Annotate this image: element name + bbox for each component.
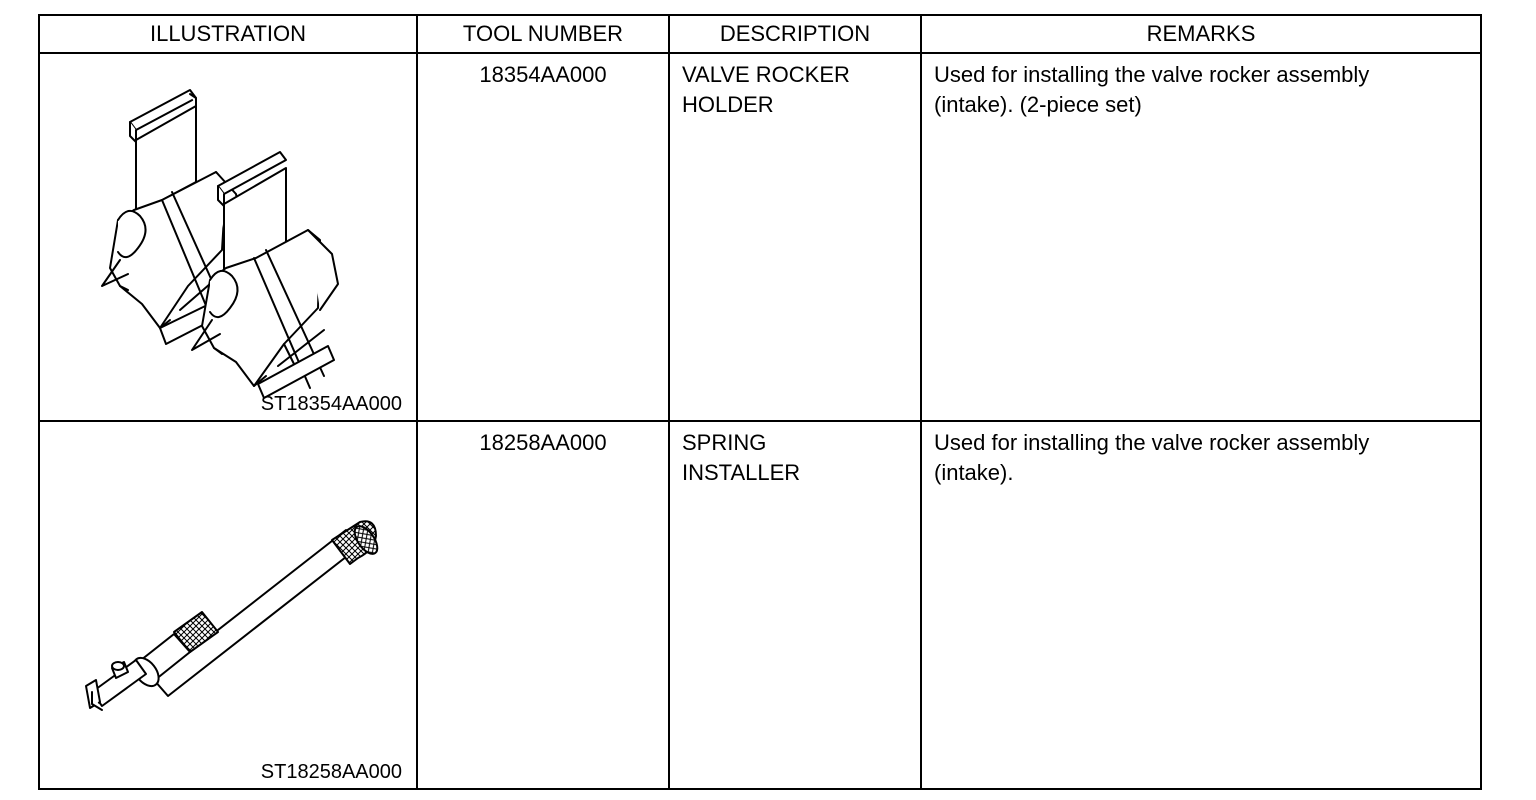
tool-table <box>38 14 1482 790</box>
remarks-line: Used for installing the valve rocker assembly <box>934 62 1370 87</box>
table-row <box>39 421 1481 789</box>
remarks-line: Used for installing the valve rocker assembly <box>934 430 1370 455</box>
spring-installer-illustration <box>40 422 416 788</box>
table-header-row <box>39 15 1481 53</box>
description-line: INSTALLER <box>682 460 801 485</box>
description-line: SPRING <box>682 430 767 455</box>
illustration-code: ST18354AA000 <box>260 393 402 415</box>
description-line: VALVE ROCKER <box>682 62 850 87</box>
header-remarks: REMARKS <box>921 15 1481 53</box>
illustration-cell <box>39 53 417 421</box>
description-line: HOLDER <box>682 92 774 117</box>
header-illustration: ILLUSTRATION <box>39 15 417 53</box>
illustration-cell <box>39 421 417 789</box>
remarks-cell <box>921 53 1481 421</box>
description-cell <box>669 53 921 421</box>
tool-number-cell <box>417 53 669 421</box>
tool-number-cell <box>417 421 669 789</box>
tool-number: 18258AA000 <box>479 430 607 455</box>
valve-rocker-holder-illustration <box>40 54 416 420</box>
description-cell <box>669 421 921 789</box>
header-tool-number: TOOL NUMBER <box>417 15 669 53</box>
remarks-line: (intake). (2-piece set) <box>934 92 1142 117</box>
tool-number: 18354AA000 <box>479 62 607 87</box>
remarks-line: (intake). <box>934 460 1014 485</box>
illustration-code: ST18258AA000 <box>260 761 402 783</box>
remarks-cell <box>921 421 1481 789</box>
header-description: DESCRIPTION <box>669 15 921 53</box>
table-row <box>39 53 1481 421</box>
